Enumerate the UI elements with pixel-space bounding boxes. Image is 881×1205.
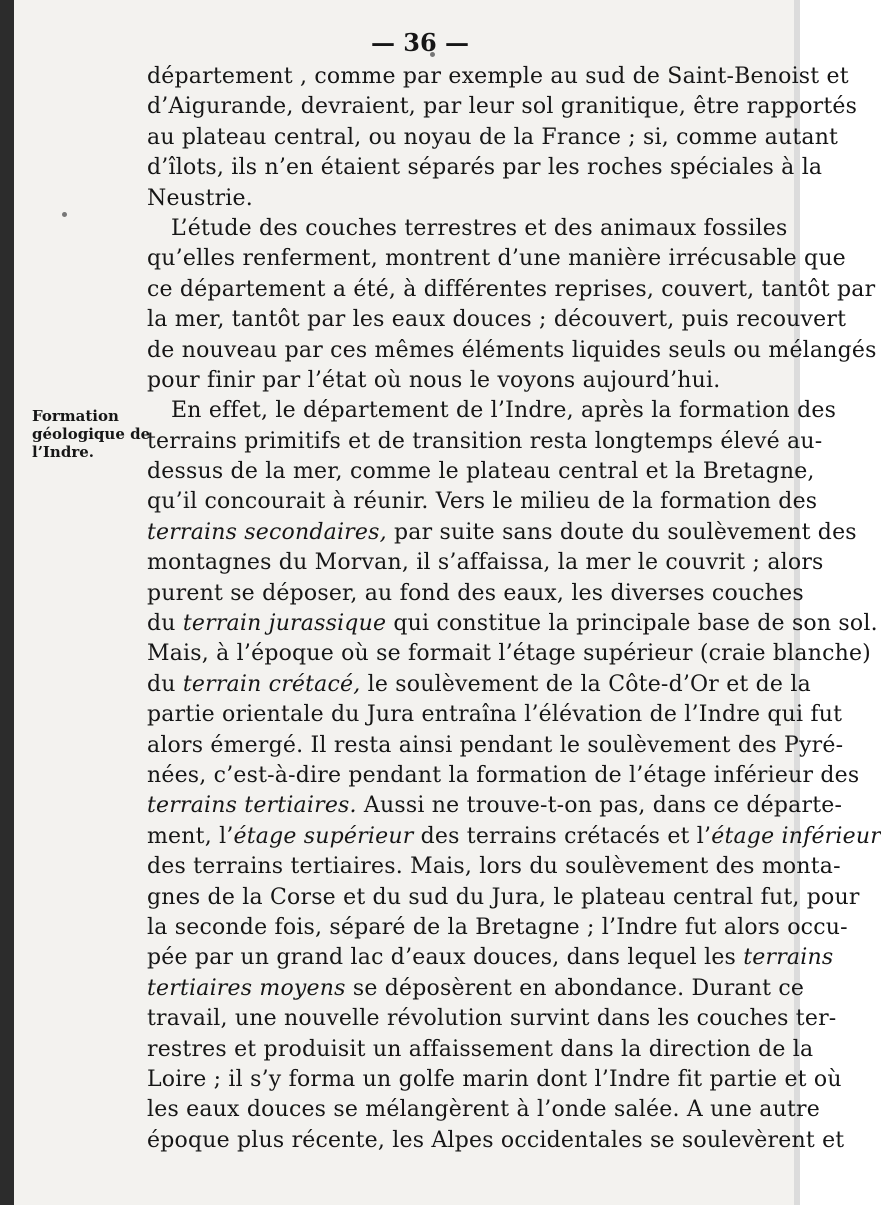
text-line: pour finir par l’état où nous le voyons aujourd’hui.	[147, 367, 721, 393]
text-line: gnes de la Corse et du sud du Jura, le plateau central fut, pour	[147, 884, 860, 910]
text-line: terrains primitifs et de transition resta longtemps élevé au-	[147, 428, 823, 454]
text-line: qu’il concourait à réunir. Vers le milieu de la formation des	[147, 489, 818, 515]
text-line: restres et produisit un affaissement dans la direction de la	[147, 1036, 814, 1062]
page-edge-shadow	[0, 0, 14, 1205]
text-line: alors émergé. Il resta ainsi pendant le soulèvement des Pyré-	[147, 732, 844, 758]
margin-note-line: géologique de	[32, 425, 151, 443]
text-line: terrains tertiaires. Aussi ne trouve-t-on pas, dans ce départe-	[147, 793, 843, 819]
text-line: partie orientale du Jura entraîna l’élévation de l’Indre qui fut	[147, 702, 843, 728]
text-line: au plateau central, ou noyau de la France ; si, comme autant	[147, 124, 839, 150]
text-line: En effet, le département de l’Indre, après la formation des	[171, 398, 837, 424]
text-line: nées, c’est-à-dire pendant la formation de l’étage inférieur des	[147, 762, 860, 788]
text-line: ment, l’étage supérieur des terrains crétacés et l’étage inférieur	[147, 823, 881, 849]
text-line: du terrain jurassique qui constitue la principale base de son sol.	[147, 611, 878, 637]
text-line: purent se déposer, au fond des eaux, les diverses couches	[147, 580, 804, 606]
margin-note	[32, 407, 152, 461]
body-text	[147, 62, 881, 1156]
text-line: d’îlots, ils n’en étaient séparés par les roches spéciales à la	[147, 155, 823, 181]
text-line: pée par un grand lac d’eaux douces, dans lequel les terrains	[147, 945, 834, 971]
text-line: montagnes du Morvan, il s’affaissa, la mer le couvrit ; alors	[147, 550, 824, 576]
text-line: de nouveau par ces mêmes éléments liquides seuls ou mélangés	[147, 337, 877, 363]
text-line: Mais, à l’époque où se formait l’étage supérieur (craie blanche)	[147, 641, 871, 667]
text-line: la seconde fois, séparé de la Bretagne ; l’Indre fut alors occu-	[147, 914, 848, 940]
text-line: des terrains tertiaires. Mais, lors du soulèvement des monta-	[147, 854, 841, 880]
text-line: d’Aigurande, devraient, par leur sol granitique, être rapportés	[147, 94, 858, 120]
margin-note-line: Formation	[32, 407, 119, 425]
page-number: — 36 —	[370, 28, 470, 57]
text-line: les eaux douces se mélangèrent à l’onde salée. A une autre	[147, 1097, 820, 1123]
text-line: L’étude des couches terrestres et des animaux fossiles	[171, 215, 788, 241]
text-line: travail, une nouvelle révolution survint dans les couches ter-	[147, 1006, 837, 1032]
print-speck	[62, 212, 67, 217]
text-line: dessus de la mer, comme le plateau central et la Bretagne,	[147, 459, 815, 485]
text-line: tertiaires moyens se déposèrent en abondance. Durant ce	[147, 975, 805, 1001]
text-line: Neustrie.	[147, 185, 253, 211]
text-line: époque plus récente, les Alpes occidentales se soulevèrent et	[147, 1127, 845, 1153]
text-line: département , comme par exemple au sud de Saint-Benoist et	[147, 64, 849, 89]
text-line: ce département a été, à différentes reprises, couvert, tantôt par	[147, 276, 876, 302]
text-line: la mer, tantôt par les eaux douces ; découvert, puis recouvert	[147, 307, 847, 333]
text-line: terrains secondaires, par suite sans doute du soulèvement des	[147, 519, 857, 545]
margin-note-line: l’Indre.	[32, 443, 94, 461]
text-line: qu’elles renferment, montrent d’une manière irrécusable que	[147, 246, 846, 272]
text-line: Loire ; il s’y forma un golfe marin dont l’Indre fit partie et où	[147, 1066, 842, 1092]
text-line: du terrain crétacé, le soulèvement de la Côte-d’Or et de la	[147, 671, 811, 697]
